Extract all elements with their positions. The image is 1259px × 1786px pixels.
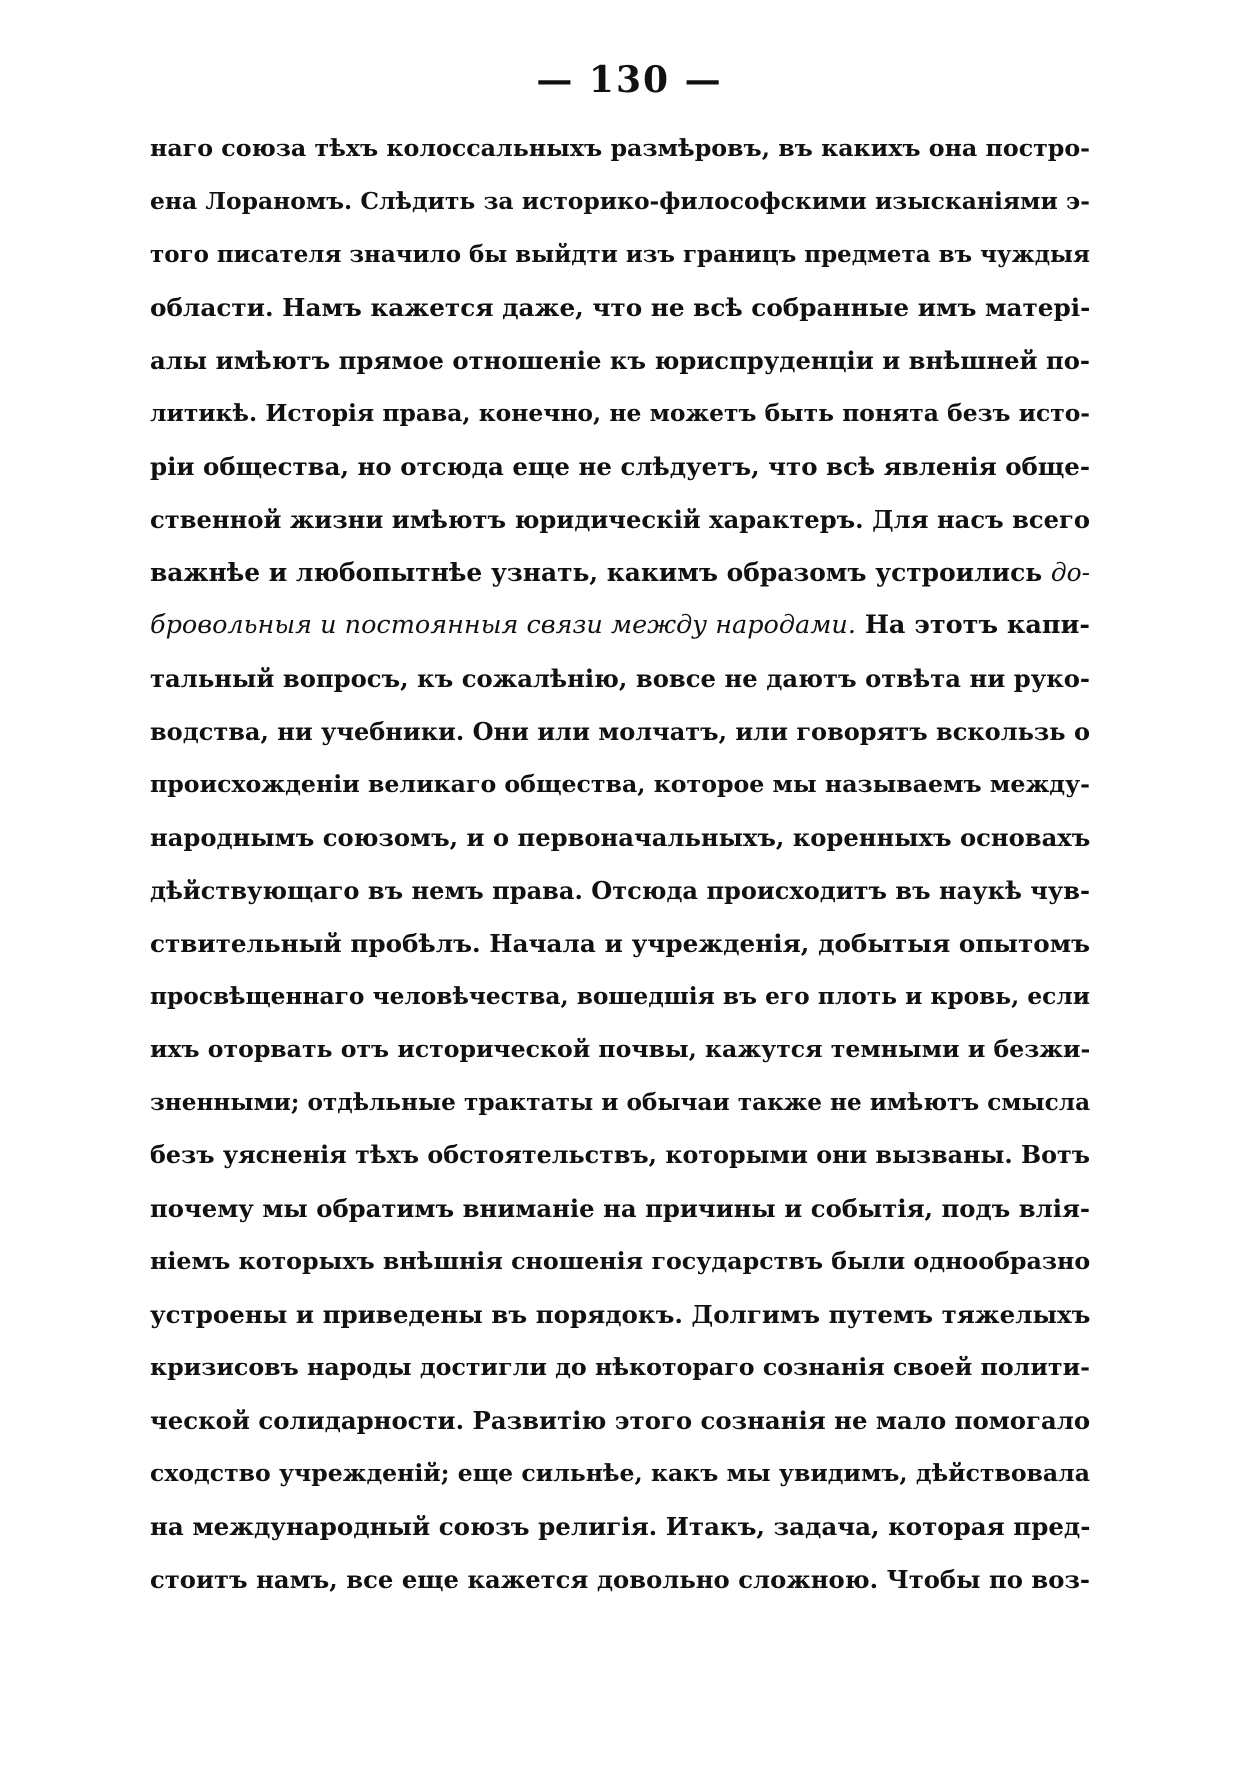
text-line: происхожденіи великаго общества, которое мы называемъ между-	[150, 770, 1090, 798]
text-line: почему мы обратимъ вниманіе на причины и событія, подъ влія-	[150, 1194, 1090, 1223]
text-line: ена Лораномъ. Слѣдить за историко-философскими изысканіями э-	[150, 187, 1090, 215]
text-line: литикѣ. Исторія права, конечно, не можетъ быть понята безъ исто-	[150, 399, 1090, 427]
text-line: ственной жизни имѣютъ юридическій характеръ. Для насъ всего	[150, 505, 1090, 534]
text-line: безъ уясненія тѣхъ обстоятельствъ, которыми они вызваны. Вотъ	[150, 1141, 1090, 1169]
text-line: ніемъ которыхъ внѣшнія сношенія государствъ были однообразно	[150, 1247, 1090, 1275]
text-line: сходство учрежденій; еще сильнѣе, какъ мы увидимъ, дѣйствовала	[150, 1459, 1090, 1487]
text-line: водства, ни учебники. Они или молчатъ, или говорятъ вскользь о	[150, 717, 1090, 746]
text-line: на международный союзъ религія. Итакъ, задача, которая пред-	[150, 1512, 1090, 1541]
text-line: народнымъ союзомъ, и о первоначальныхъ, коренныхъ основахъ	[150, 823, 1090, 852]
text-line: алы имѣютъ прямое отношеніе къ юриспруденціи и внѣшней по-	[150, 346, 1090, 375]
text-line: ріи общества, но отсюда еще не слѣдуетъ, что всѣ явленія обще-	[150, 452, 1090, 481]
text-line: наго союза тѣхъ колоссальныхъ размѣровъ, въ какихъ она постро-	[150, 134, 1090, 162]
text-line: ческой солидарности. Развитію этого сознанія не мало помогало	[150, 1406, 1090, 1435]
text-line: ихъ оторвать отъ исторической почвы, кажутся темными и безжи-	[150, 1035, 1090, 1063]
text-line: просвѣщеннаго человѣчества, вошедшія въ его плоть и кровь, если	[150, 983, 1090, 1010]
text-line: важнѣе и любопытнѣе узнать, какимъ образомъ устроились до-	[150, 558, 1090, 587]
text-line: того писателя значило бы выйдти изъ границъ предмета въ чуждыя	[150, 241, 1090, 268]
text-line: бровольныя и постоянныя связи между народами. На этотъ капи-	[150, 610, 1090, 640]
text-line: кризисовъ народы достигли до нѣкотораго сознанія своей полити-	[150, 1353, 1090, 1381]
page-number: — 130 —	[536, 59, 723, 101]
body-text	[150, 122, 1090, 1606]
text-line: области. Намъ кажется даже, что не всѣ собранные имъ матері-	[150, 293, 1090, 322]
text-line: ствительный пробѣлъ. Начала и учрежденія, добытыя опытомъ	[150, 929, 1090, 958]
text-line: дѣйствующаго въ немъ права. Отсюда происходитъ въ наукѣ чув-	[150, 876, 1090, 905]
text-line: зненными; отдѣльные трактаты и обычаи также не имѣютъ смысла	[150, 1089, 1090, 1116]
text-line: стоитъ намъ, все еще кажется довольно сложною. Чтобы по воз-	[150, 1565, 1090, 1594]
text-line: устроены и приведены въ порядокъ. Долгимъ путемъ тяжелыхъ	[150, 1300, 1090, 1329]
text-line: тальный вопросъ, къ сожалѣнію, вовсе не даютъ отвѣта ни руко-	[150, 664, 1090, 693]
